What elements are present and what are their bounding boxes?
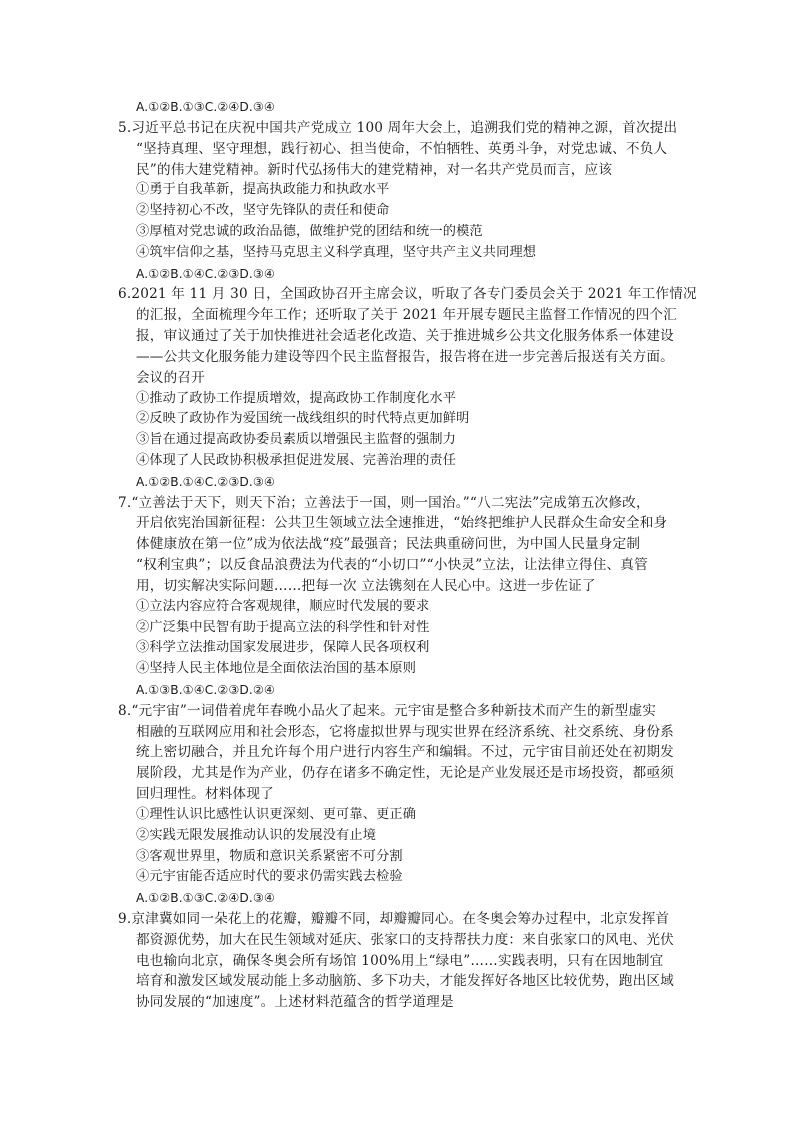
option-line: ①立法内容应符合客观规律，顺应时代发展的要求: [136, 598, 430, 614]
option-line: ③客观世界里，物质和意识关系紧密不可分割: [136, 848, 403, 864]
answer-choices-line: A.①②B.①④C.②③D.③④: [136, 266, 275, 281]
option-line: ①推动了政协工作提质增效，提高政协工作制度化水平: [136, 390, 457, 406]
question-line: 开启依宪治国新征程：公共卫生领域立法全速推进，“始终把维护人民群众生命安全和身: [136, 515, 668, 532]
question-line: 电也输向北京，确保冬奥会所有场馆 100%用上“绿电”……实践表明，只有在因地制宜: [136, 952, 664, 969]
question-line: 6.2021 年 11 月 30 日，全国政协召开主席会议，听取了各专门委员会关于 2021 年工作情况: [118, 286, 697, 303]
question-line: 7.“立善法于天下，则天下治；立善法于一国，则一国治。”“八二宪法”完成第五次修改，: [118, 494, 650, 511]
question-line: 都资源优势，加大在民生领域对延庆、张家口的支持帮扶力度：来自张家口的风电、光伏: [136, 931, 674, 948]
option-line: ④体现了人民政协积极承担促进发展、完善治理的责任: [136, 452, 457, 468]
option-line: ①理性认识比感性认识更深刻、更可靠、更正确: [136, 806, 417, 822]
option-line: ④坚持人民主体地位是全面依法治国的基本原则: [136, 661, 417, 677]
option-line: ②坚持初心不改，坚守先锋队的责任和使命: [136, 203, 390, 219]
question-line: 统上密切融合，并且允许每个用户进行内容生产和编辑。不过，元宇宙目前还处在初期发: [136, 744, 674, 761]
option-line: ③科学立法推动国家发展进步，保障人民各项权利: [136, 640, 430, 656]
question-line: 展阶段，尤其是作为产业，仍存在诸多不确定性，无论是产业发展还是市场投资，都亟须: [136, 765, 674, 782]
question-line: 报，审议通过了关于加快推进社会适老化改造、关于推进城乡公共文化服务体系一体建设: [136, 328, 674, 344]
question-line: 8.“元宇宙”一词借着虎年春晚小品火了起来。元宇宙是整合多种新技术而产生的新型虚实: [118, 702, 657, 719]
question-line: 民”的伟大建党精神。新时代弘扬伟大的建党精神，对一名共产党员而言，应该: [136, 161, 613, 178]
question-line: 回归理性。材料体现了: [136, 786, 274, 803]
question-line: 5.习近平总书记在庆祝中国共产党成立 100 周年大会上，追溯我们党的精神之源，首次提出: [118, 119, 678, 136]
option-line: ④筑牢信仰之基，坚持马克思主义科学真理，坚守共产主义共同理想: [136, 244, 537, 260]
option-line: ①勇于自我革新，提高执政能力和执政水平: [136, 182, 390, 198]
answer-choices-line: A.①②B.①④C.②③D.③④: [136, 474, 275, 489]
question-line: 协同发展的“加速度”。上述材料范蕴含的哲学道理是: [136, 994, 454, 1011]
question-line: 体健康放在第一位”成为依法战“疫”最强音；民法典重磅问世，为中国人民量身定制: [136, 536, 641, 553]
option-line: ②广泛集中民智有助于提高立法的科学性和针对性: [136, 619, 430, 635]
option-line: ③厚植对党忠诚的政治品德，做维护党的团结和统一的模范: [136, 223, 483, 239]
question-line: 会议的召开: [136, 369, 205, 386]
question-line: “坚持真理、坚守理想，践行初心、担当使命，不怕牺牲、英勇斗争，对党忠诚、不负人: [136, 140, 668, 157]
option-line: ②实践无限发展推动认识的发展没有止境: [136, 827, 377, 843]
question-line: ——公共文化服务能力建设等四个民主监督报告，报告将在进一步完善后报送有关方面。: [136, 348, 674, 365]
option-line: ②反映了政协作为爱国统一战线组织的时代特点更加鲜明: [136, 411, 470, 427]
question-line: “权利宝典”；以反食品浪费法为代表的“小切口”“小快灵”立法，让法律立得住、真管: [136, 557, 648, 573]
question-line: 相融的互联网应用和社会形态，它将虚拟世界与现实世界在经济系统、社交系统、身份系: [136, 723, 674, 740]
question-line: 的汇报，全面梳理今年工作；还听取了关于 2021 年开展专题民主监督工作情况的四个汇: [136, 307, 678, 324]
question-line: 培育和激发区域发展动能上多动脑筋、多下功夫，才能发挥好各地区比较优势，跑出区域: [136, 973, 674, 990]
answer-choices-line: A.①③B.①④C.②③D.②④: [136, 683, 275, 697]
answer-choices-line: A.①②B.①③C.②④D.③④: [136, 100, 275, 114]
question-line: 9.京津冀如同一朵花上的花瓣，瓣瓣不同，却瓣瓣同心。在冬奥会筹办过程中，北京发挥首: [118, 911, 670, 927]
option-line: ④元宇宙能否适应时代的要求仍需实践去检验: [136, 869, 403, 885]
question-line: 用，切实解决实际问题……把每一次 立法镌刻在人民心中。这进一步佐证了: [136, 577, 596, 594]
option-line: ③旨在通过提高政协委员素质以增强民主监督的强制力: [136, 432, 457, 448]
answer-choices-line: A.①②B.①③C.②④D.③④: [136, 891, 275, 906]
